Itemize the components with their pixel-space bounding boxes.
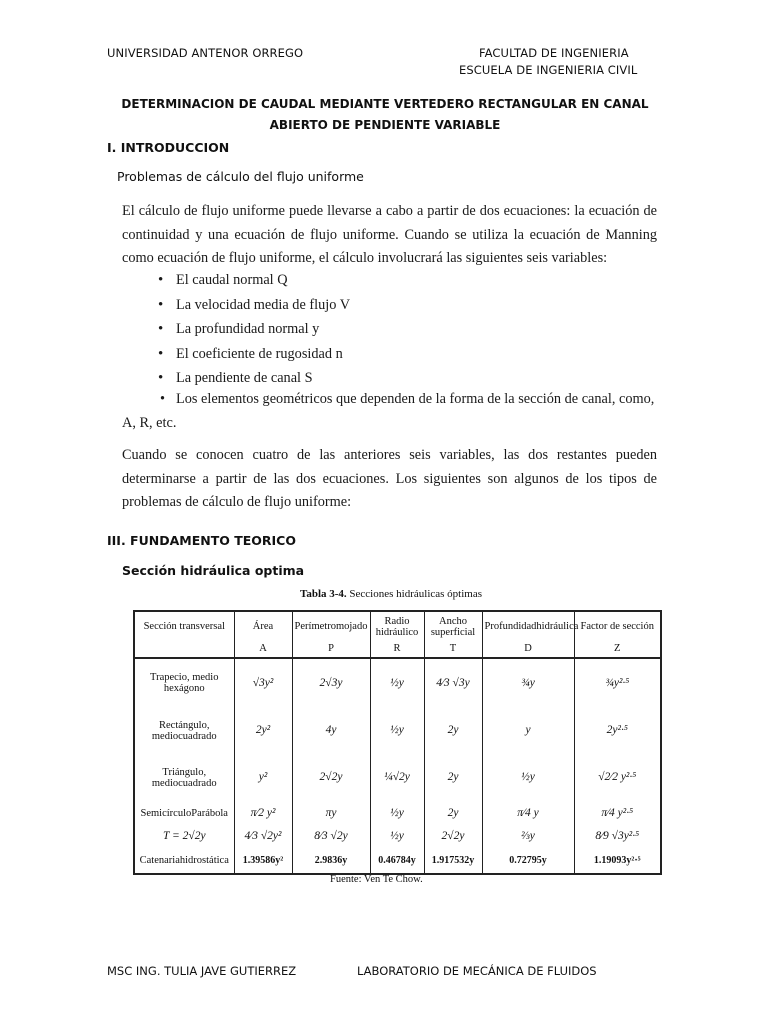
table-symbol-row [134,641,661,658]
table-symbol-cell [134,641,234,658]
table-cell: 8⁄3 √2y [292,825,370,849]
document-title: DETERMINACION DE CAUDAL MEDIANTE VERTEDERO RECTANGULAR EN CANAL ABIERTO DE PENDIENTE VARIABLE [121,97,649,132]
intro-paragraph-2: Cuando se conocen cuatro de las anteriores seis variables, las dos restantes pueden determinarse a partir de las dos ecuaciones. Los siguientes son algunos de los tipos de problemas de cálculo de flujo uniforme: [122,447,657,510]
list-item-last: • Los elementos geométricos que dependen de la forma de la sección de canal, como, A, R, etc. [122,391,655,431]
footer-author: MSC ING. TULIA JAVE GUTIERREZ [107,964,297,978]
section-fundamento-heading: III. FUNDAMENTO TEORICO [107,533,296,548]
table-cell: ½y [370,707,424,754]
header-school: ESCUELA DE INGENIERIA CIVIL [459,63,638,77]
table-symbol-cell: D [482,641,574,658]
subheading-flujo-uniforme: Problemas de cálculo del flujo uniforme [117,169,364,184]
table-row [134,825,661,849]
table-cell: 2√2y [292,754,370,801]
table-cell: 8⁄9 √3y²·⁵ [574,825,661,849]
table-row [134,754,661,801]
table-cell: SemicírculoParábola [134,801,234,825]
table-header-cell: Perímetromojado [292,611,370,641]
table-row [134,707,661,754]
table-header-row [134,611,661,641]
table-cell: T = 2√2y [134,825,234,849]
table-cell: 1.917532y [424,848,482,874]
table-cell: 2y [424,707,482,754]
table-cell: 0.72795y [482,848,574,874]
table-symbol-cell: A [234,641,292,658]
table-header-cell: Profundidadhidráulica [482,611,574,641]
table-cell: πy [292,801,370,825]
table-cell: Rectángulo, mediocuadrado [134,707,234,754]
table-cell: ¾y²·⁵ [574,658,661,707]
table-cell: 4⁄3 √3y [424,658,482,707]
table-cell: π⁄2 y² [234,801,292,825]
list-item: • La profundidad normal y [149,317,659,342]
table-cell: 2y² [234,707,292,754]
table-row [134,801,661,825]
table-cell: 2√2y [424,825,482,849]
table-symbol-cell: T [424,641,482,658]
table-cell: Trapecio, medio hexágono [134,658,234,707]
table-symbol-cell: P [292,641,370,658]
table-caption: Tabla 3-4. Secciones hidráulicas óptimas [300,588,482,600]
table-header-cell: Radio hidráulico [370,611,424,641]
list-item: • El coeficiente de rugosidad n [149,342,659,367]
table-cell: 4y [292,707,370,754]
table-header-cell: Sección transversal [134,611,234,641]
table-cell: ⅔y [482,825,574,849]
table-cell: π⁄4 y²·⁵ [574,801,661,825]
table-cell: y² [234,754,292,801]
table-source: Fuente: Ven Te Chow. [330,874,423,885]
table-cell: √2⁄2 y²·⁵ [574,754,661,801]
table-cell: π⁄4 y [482,801,574,825]
table-cell: ½y [370,825,424,849]
table-cell: 1.39586y² [234,848,292,874]
table-cell: 2.9836y [292,848,370,874]
table-cell: Catenariahidrostática [134,848,234,874]
table-cell: Triángulo, mediocuadrado [134,754,234,801]
variables-list [149,268,659,391]
table-cell: 1.19093y²·⁵ [574,848,661,874]
table-cell: 0.46784y [370,848,424,874]
table-cell: 2y²·⁵ [574,707,661,754]
table-cell: ½y [370,801,424,825]
list-item: • La pendiente de canal S [149,366,659,391]
table-row [134,658,661,707]
table-cell: ½y [370,658,424,707]
table-header-cell: Área [234,611,292,641]
table-cell: 2√3y [292,658,370,707]
table-cell: ½y [482,754,574,801]
table-cell: 2y [424,754,482,801]
table-row [134,848,661,874]
table-symbol-cell: Z [574,641,661,658]
table-header-cell: Factor de sección [574,611,661,641]
intro-paragraph-1: El cálculo de flujo uniforme puede llevarse a cabo a partir de dos ecuaciones: la ecuación de continuidad y una ecuación de flujo uniforme. Cuando se utiliza la ecuación de Manning como ecuación de flujo uniforme, el cálculo involucrará las siguientes seis variables: [122,203,657,266]
list-item: • La velocidad media de flujo V [149,293,659,318]
header-university: UNIVERSIDAD ANTENOR ORREGO [107,46,304,60]
header-faculty: FACULTAD DE INGENIERIA [479,46,629,60]
section-introduccion-heading: I. INTRODUCCION [107,140,230,155]
list-item: • El caudal normal Q [149,268,659,293]
subheading-seccion-optima: Sección hidráulica optima [122,563,305,578]
table-cell: 4⁄3 √2y² [234,825,292,849]
table-cell: 2y [424,801,482,825]
hydraulic-sections-table [133,610,662,875]
table-header-cell: Ancho superficial [424,611,482,641]
footer-lab: LABORATORIO DE MECÁNICA DE FLUIDOS [357,964,597,978]
table-cell: ¾y [482,658,574,707]
table-symbol-cell: R [370,641,424,658]
table-cell: y [482,707,574,754]
table-cell: ¼√2y [370,754,424,801]
table-cell: √3y² [234,658,292,707]
